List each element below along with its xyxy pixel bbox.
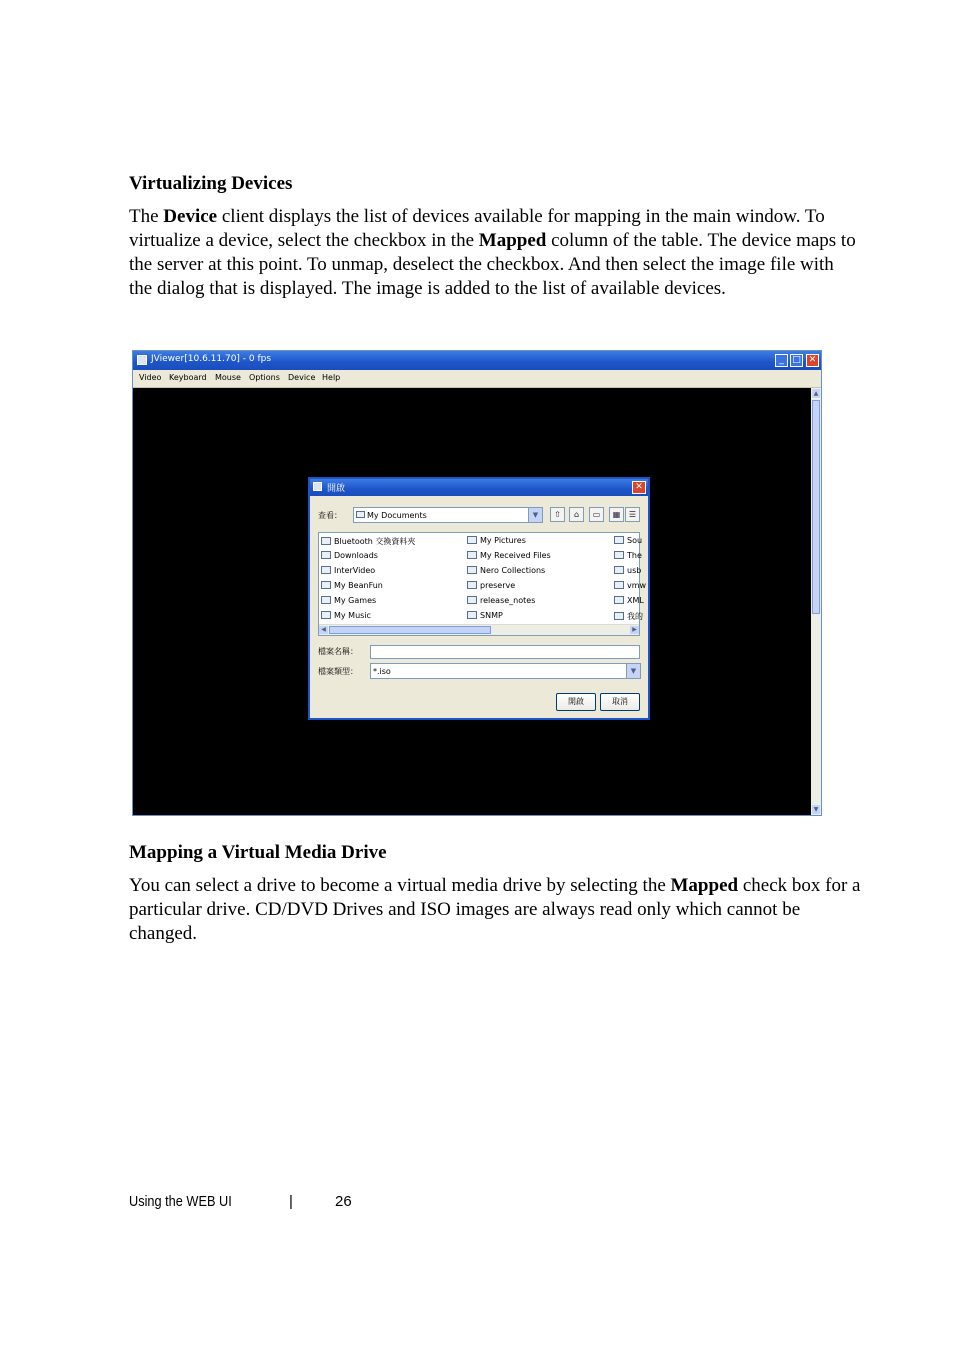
file-name: Nero Collections [480, 566, 546, 575]
folder-icon [321, 596, 331, 604]
menu-mouse[interactable]: Mouse [215, 373, 241, 382]
list-item[interactable] [321, 536, 415, 548]
folder-icon [614, 581, 624, 589]
list-item[interactable] [614, 596, 644, 608]
file-name: SNMP [480, 611, 503, 620]
folder-icon [321, 611, 331, 619]
list-view-icon[interactable]: ▦ [609, 507, 624, 522]
list-item[interactable] [467, 566, 545, 578]
folder-icon [467, 551, 477, 559]
footer-separator: | [289, 1193, 293, 1210]
filetype-combo[interactable] [370, 663, 641, 679]
java-app-icon [313, 482, 322, 491]
para-text: check box for a particular drive. CD/DVD Drives and ISO images are always read only which cannot be changed. [129, 875, 861, 944]
para-bold-device: Device [163, 206, 218, 227]
folder-icon [614, 551, 624, 559]
folder-icon [614, 596, 624, 604]
list-item[interactable] [321, 566, 375, 578]
filename-input[interactable] [370, 645, 640, 659]
file-name: My Games [334, 596, 377, 605]
look-in-value: My Documents [367, 511, 427, 520]
list-item[interactable] [321, 596, 376, 608]
scroll-right-icon[interactable]: ▶ [630, 626, 639, 634]
cancel-button[interactable]: 取消 [600, 693, 640, 711]
file-name: InterVideo [334, 566, 376, 575]
file-name: preserve [480, 581, 516, 590]
chevron-down-icon[interactable]: ▼ [626, 664, 640, 678]
folder-icon [467, 581, 477, 589]
filename-label: 檔案名稱： [318, 647, 358, 656]
list-item[interactable] [467, 611, 503, 623]
section-heading-virtualizing: Virtualizing Devices [129, 173, 293, 194]
file-name: My Received Files [480, 551, 551, 560]
list-item[interactable] [467, 536, 526, 548]
scroll-thumb[interactable] [812, 400, 820, 614]
open-button[interactable]: 開啟 [556, 693, 596, 711]
look-in-combo[interactable] [353, 507, 543, 523]
folder-icon [356, 511, 365, 518]
dialog-title: 開啟 [327, 484, 346, 494]
footer-page-number: 26 [335, 1193, 352, 1210]
window-menu-bar [133, 370, 821, 388]
vertical-scrollbar[interactable] [811, 388, 821, 815]
look-in-label: 查看： [318, 511, 342, 520]
list-item[interactable] [614, 566, 641, 578]
list-item[interactable] [321, 611, 371, 623]
dialog-close-icon[interactable]: ✕ [632, 481, 646, 494]
file-name: Bluetooth 交換資料夾 [334, 537, 416, 546]
folder-icon [321, 551, 331, 559]
file-name: Downloads [334, 551, 378, 560]
scroll-up-icon[interactable]: ▲ [813, 390, 819, 397]
window-title: JViewer[10.6.11.70] - 0 fps [151, 354, 272, 364]
file-name: release_notes [480, 596, 536, 605]
folder-icon [614, 566, 624, 574]
list-item[interactable] [467, 551, 551, 563]
list-item[interactable] [467, 581, 515, 593]
file-name: The [627, 551, 642, 560]
folder-icon [321, 581, 331, 589]
filetype-value: *.iso [373, 667, 391, 676]
file-name: 我的 [627, 612, 643, 621]
open-file-dialog [308, 477, 650, 720]
menu-help[interactable]: Help [322, 373, 341, 382]
folder-icon [614, 612, 624, 620]
footer-section-title: Using the WEB UI [129, 1193, 232, 1210]
filetype-label: 檔案類型： [318, 667, 358, 676]
chevron-down-icon[interactable]: ▼ [528, 508, 542, 522]
menu-device[interactable]: Device [288, 373, 316, 382]
file-name: My Music [334, 611, 371, 620]
close-icon[interactable]: ✕ [806, 354, 819, 367]
section-heading-mapping: Mapping a Virtual Media Drive [129, 842, 387, 863]
up-folder-icon[interactable]: ⇧ [550, 507, 565, 522]
para-bold-mapped: Mapped [478, 230, 547, 251]
menu-video[interactable]: Video [139, 373, 162, 382]
window-title-bar [133, 351, 821, 370]
horizontal-scrollbar[interactable] [319, 624, 639, 635]
new-folder-icon[interactable]: ▭ [589, 507, 604, 522]
scroll-thumb[interactable] [329, 626, 491, 634]
list-item[interactable] [467, 596, 535, 608]
file-list[interactable] [318, 532, 647, 636]
para-text: column of the table. The device maps to the server at this point. To unmap, deselect the checkbox. And then select the image file with the dialog that is displayed. The image is added to the list of available devices. [129, 230, 856, 299]
list-item[interactable] [614, 611, 643, 623]
scroll-down-icon[interactable]: ▼ [813, 806, 819, 813]
para-text: client displays the list of devices available for mapping in the main window. To virtualize a device, select the checkbox in the [129, 206, 825, 251]
dialog-title-bar [310, 479, 648, 496]
maximize-icon[interactable]: □ [790, 354, 803, 367]
para-text: The [129, 206, 164, 227]
menu-keyboard[interactable]: Keyboard [169, 373, 207, 382]
folder-icon [321, 566, 331, 574]
folder-icon [467, 566, 477, 574]
file-name: usb [627, 566, 642, 575]
file-name: Sou [627, 536, 643, 545]
file-name: XML [627, 596, 644, 605]
home-icon[interactable]: ⌂ [569, 507, 584, 522]
java-app-icon [137, 355, 147, 365]
details-view-icon[interactable]: ☰ [625, 507, 640, 522]
list-item[interactable] [614, 551, 642, 563]
folder-icon [467, 611, 477, 619]
scroll-left-icon[interactable]: ◀ [319, 626, 328, 634]
paragraph-mapping [129, 874, 864, 946]
menu-options[interactable]: Options [249, 373, 280, 382]
file-name: My Pictures [480, 536, 526, 545]
list-item[interactable] [614, 536, 642, 548]
list-item[interactable] [614, 581, 646, 593]
file-name: vmw [627, 581, 647, 590]
para-bold-mapped: Mapped [670, 875, 739, 896]
folder-icon [614, 536, 624, 544]
folder-icon [321, 537, 331, 545]
minimize-icon[interactable]: _ [775, 354, 788, 367]
list-item[interactable] [321, 581, 383, 593]
list-item[interactable] [321, 551, 378, 563]
folder-icon [467, 596, 477, 604]
paragraph-virtualizing [129, 205, 859, 301]
file-name: My BeanFun [334, 581, 383, 590]
folder-icon [467, 536, 477, 544]
para-text: You can select a drive to become a virtual media drive by selecting the [129, 875, 671, 896]
jviewer-window-screenshot [132, 350, 822, 816]
